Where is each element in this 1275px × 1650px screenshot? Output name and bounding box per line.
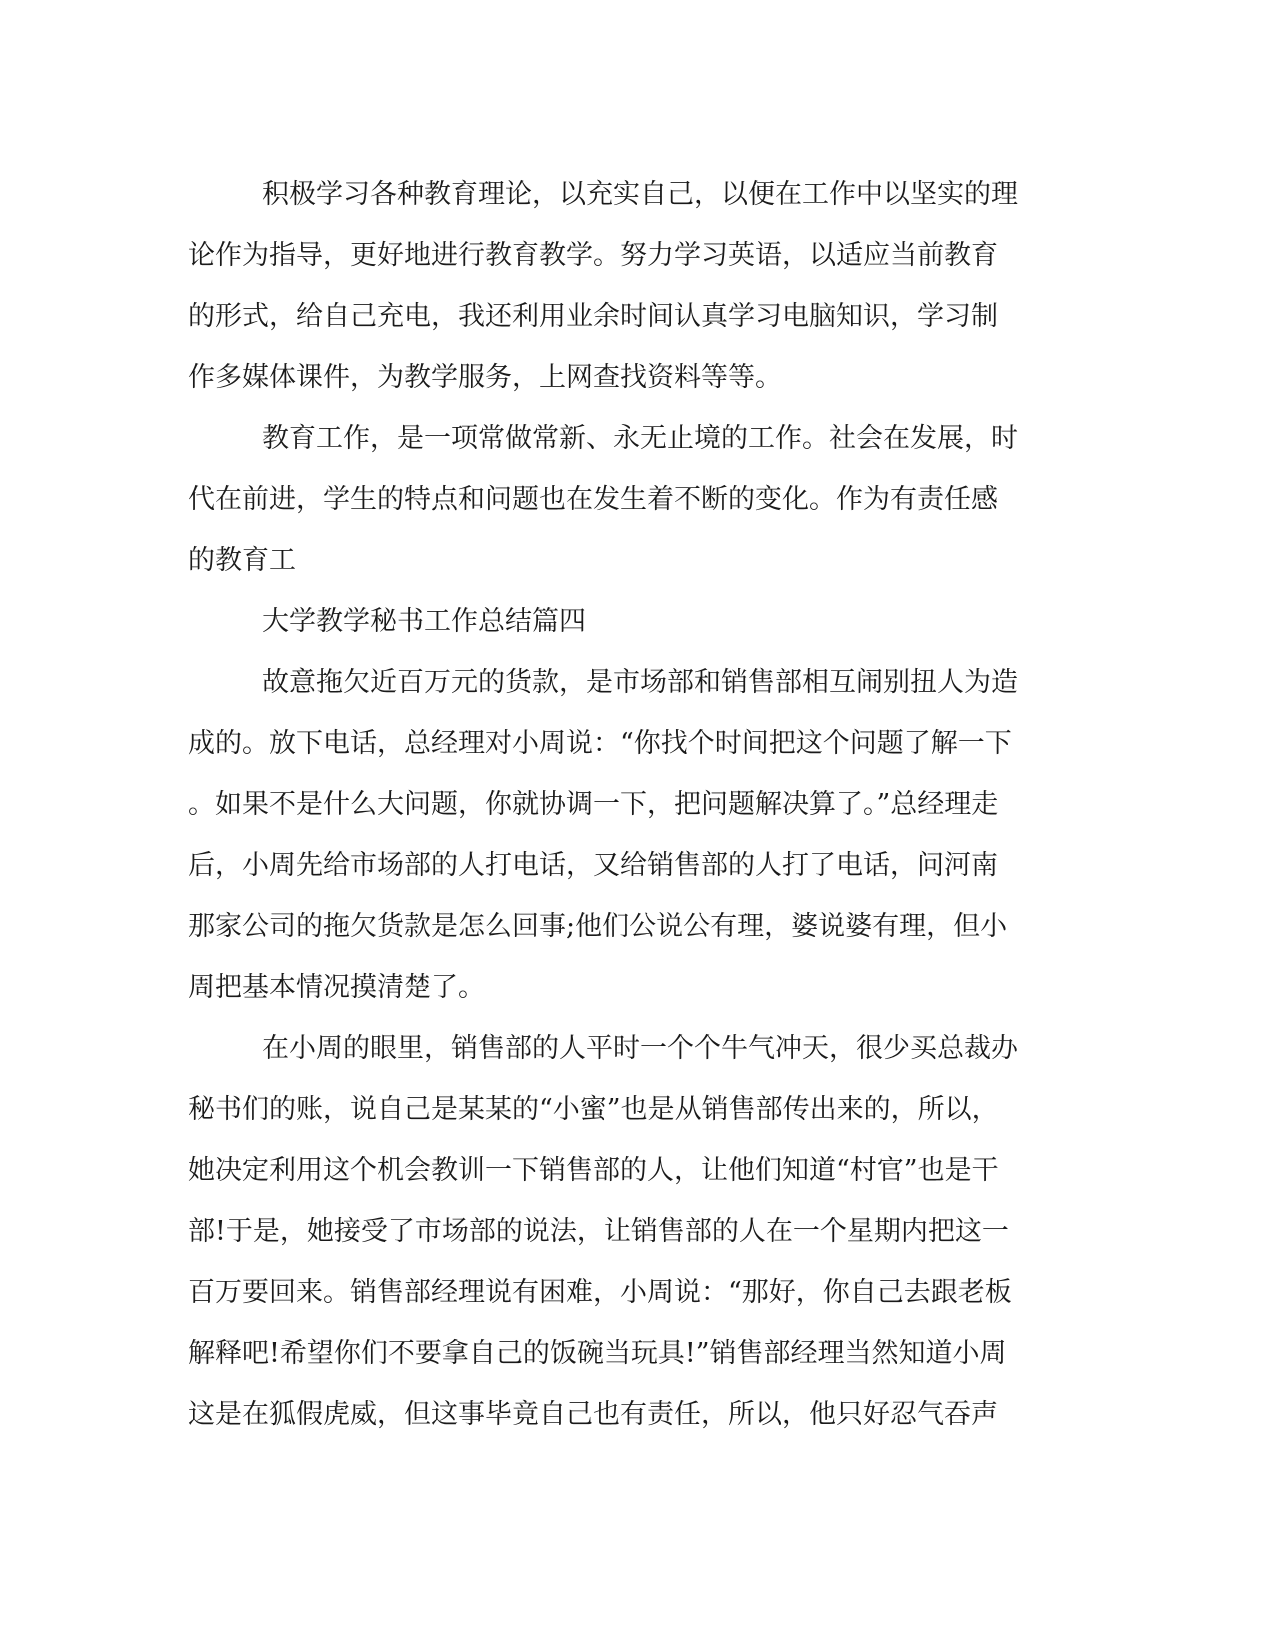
- text-line: 成的。放下电话，总经理对小周说：“你找个时间把这个问题了解一下: [188, 728, 1012, 759]
- text-line: 她决定利用这个机会教训一下销售部的人，让他们知道“村官”也是干: [188, 1155, 999, 1186]
- text-line: 作多媒体课件，为教学服务，上网查找资料等等。: [188, 362, 782, 393]
- text-line: 积极学习各种教育理论，以充实自己，以便在工作中以坚实的理: [262, 179, 1018, 210]
- text-line: 。如果不是什么大问题，你就协调一下，把问题解决算了。”总经理走: [188, 789, 999, 820]
- text-line: 这是在狐假虎威，但这事毕竟自己也有责任，所以，他只好忍气吞声: [188, 1399, 998, 1430]
- document-body: [188, 164, 1068, 1445]
- text-line: 论作为指导，更好地进行教育教学。努力学习英语，以适应当前教育: [188, 240, 998, 271]
- text-line: 周把基本情况摸清楚了。: [188, 972, 485, 1003]
- text-line: 教育工作，是一项常做常新、永无止境的工作。社会在发展，时: [262, 423, 1018, 454]
- text-line: 部!于是，她接受了市场部的说法，让销售部的人在一个星期内把这一: [188, 1216, 1009, 1247]
- text-line: 百万要回来。销售部经理说有困难，小周说：“那好，你自己去跟老板: [188, 1277, 1012, 1308]
- text-line: 故意拖欠近百万元的货款，是市场部和销售部相互闹别扭人为造: [262, 667, 1018, 698]
- section-heading: 大学教学秘书工作总结篇四: [262, 606, 586, 637]
- text-line: 解释吧!希望你们不要拿自己的饭碗当玩具!”销售部经理当然知道小周: [188, 1338, 1007, 1369]
- text-line: 那家公司的拖欠货款是怎么回事;他们公说公有理，婆说婆有理，但小: [188, 911, 1008, 942]
- text-line: 在小周的眼里，销售部的人平时一个个牛气冲天，很少买总裁办: [262, 1033, 1018, 1064]
- text-line: 的教育工: [188, 545, 296, 576]
- text-line: 的形式，给自己充电，我还利用业余时间认真学习电脑知识，学习制: [188, 301, 998, 332]
- text-line: 代在前进，学生的特点和问题也在发生着不断的变化。作为有责任感: [188, 484, 998, 515]
- text-line: 秘书们的账，说自己是某某的“小蜜”也是从销售部传出来的，所以，: [188, 1094, 999, 1125]
- text-line: 后，小周先给市场部的人打电话，又给销售部的人打了电话，问河南: [188, 850, 998, 881]
